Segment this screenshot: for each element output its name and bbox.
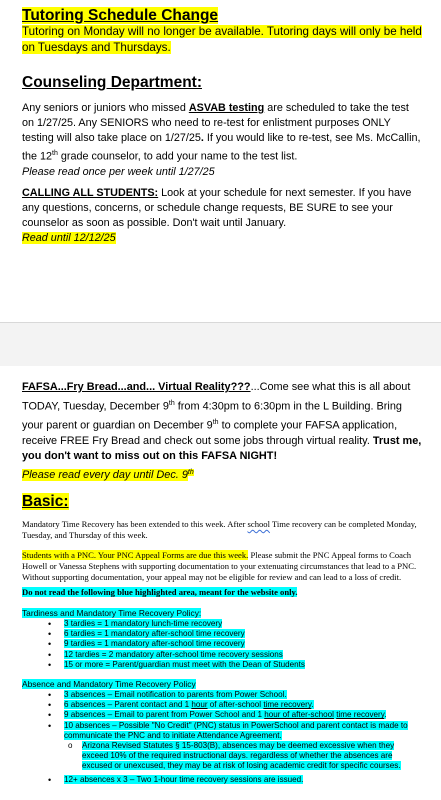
list-item: • 3 absences – Email notification to parents from Power School. bbox=[64, 690, 422, 700]
list-item: • 9 absences – Email to parent from Power School and 1 hour of after-school time recovery. bbox=[64, 710, 422, 720]
page-break bbox=[0, 322, 441, 367]
absence-policy-list bbox=[22, 690, 422, 785]
document-page-2 bbox=[0, 366, 441, 800]
tutoring-body: Tutoring on Monday will no longer be available. Tutoring days will only be held on Tuesdays and Thursdays. bbox=[22, 25, 422, 54]
basic-heading: Basic: bbox=[22, 493, 69, 510]
list-item: • 6 tardies = 1 mandatory after-school time recovery bbox=[64, 629, 422, 639]
website-only-notice: Do not read the following blue highlighted area, meant for the website only. bbox=[22, 587, 298, 597]
list-item: • 12+ absences x 3 – Two 1-hour time recovery sessions are issued. bbox=[64, 775, 422, 785]
list-item: • 9 tardies = 1 mandatory after-school time recovery bbox=[64, 639, 422, 649]
counseling-heading: Counseling Department: bbox=[22, 74, 202, 91]
tardy-policy-title: Tardiness and Mandatory Time Recovery Policy: bbox=[22, 608, 202, 618]
document-page-1 bbox=[0, 0, 441, 322]
absence-policy-title: Absence and Mandatory Time Recovery Policy bbox=[22, 679, 196, 689]
counseling-paragraph-asvab: Any seniors or juniors who missed ASVAB testing are scheduled to take the test on 1/27/25. Any SENIORS who need to re-test for enlistment purposes ONLY testing will also take place on 1/27/25. If you would like to re-test, see Ms. McCallin, the 12th grade counselor, to add your name to the test list. Please read once per week until 1/27/25 bbox=[22, 102, 421, 178]
counseling-paragraph-calling: CALLING ALL STUDENTS: Look at your schedule for next semester. If you have any questions, concerns, or schedule change requests, BE SURE to see your counselor as soon as possible. Don't wait until January. Read until 12/12/25 bbox=[22, 187, 412, 244]
pnc-paragraph: Students with a PNC. Your PNC Appeal Forms are due this week. Please submit the PNC Appeal forms to Coach Howell or Vanessa Stephens with supporting documentation to your extenuating circumstances that lead to a PNC. Without supporting documentation, your appeal may not be eligible for review and can lead to a loss of credit. bbox=[22, 550, 417, 582]
list-item: • 10 absences – Possible "No Credit" (PNC) status in PowerSchool and parent contact is made to communicate the PNC and to initiate Attendance Agreement. o Arizona Revised Statutes § 15-803(B), absences may be deemed excessive when they exceed 10% of the required instructional days. regardless of whether the absences are excused or unexcused, they may be at risk of losing academic credit for specific courses. bbox=[64, 721, 422, 772]
fafsa-paragraph: FAFSA...Fry Bread...and... Virtual Reality???...Come see what this is all about TODAY, Tuesday, December 9th from 4:30pm to 6:30pm in the L Building. Bring your parent or guardian on December 9th to complete your FAFSA application, receive FREE Fry Bread and check out some jobs through virtual reality. Trust me, you don't want to miss out on this FAFSA NIGHT! Please read every day until Dec. 9th bbox=[22, 381, 422, 482]
tutoring-heading: Tutoring Schedule Change bbox=[22, 7, 219, 24]
tardy-policy-list bbox=[22, 619, 422, 670]
list-item: • 15 or more = Parent/guardian must meet with the Dean of Students bbox=[64, 660, 422, 670]
list-item: • 6 absences – Parent contact and 1 hour of after-school time recovery. bbox=[64, 700, 422, 710]
list-item: • 12 tardies = 2 mandatory after-school time recovery sessions bbox=[64, 650, 422, 660]
mtr-paragraph: Mandatory Time Recovery has been extended to this week. After school Time recovery can be completed Monday, Tuesday, and Thursday of this week. bbox=[22, 519, 417, 540]
sub-list-item: o Arizona Revised Statutes § 15-803(B), absences may be deemed excessive when they exceed 10% of the required instructional days. regardless of whether the absences are excused or unexcused, they may be at risk of losing academic credit for specific courses. bbox=[82, 741, 422, 772]
list-item: • 3 tardies = 1 mandatory lunch-time recovery bbox=[64, 619, 422, 629]
